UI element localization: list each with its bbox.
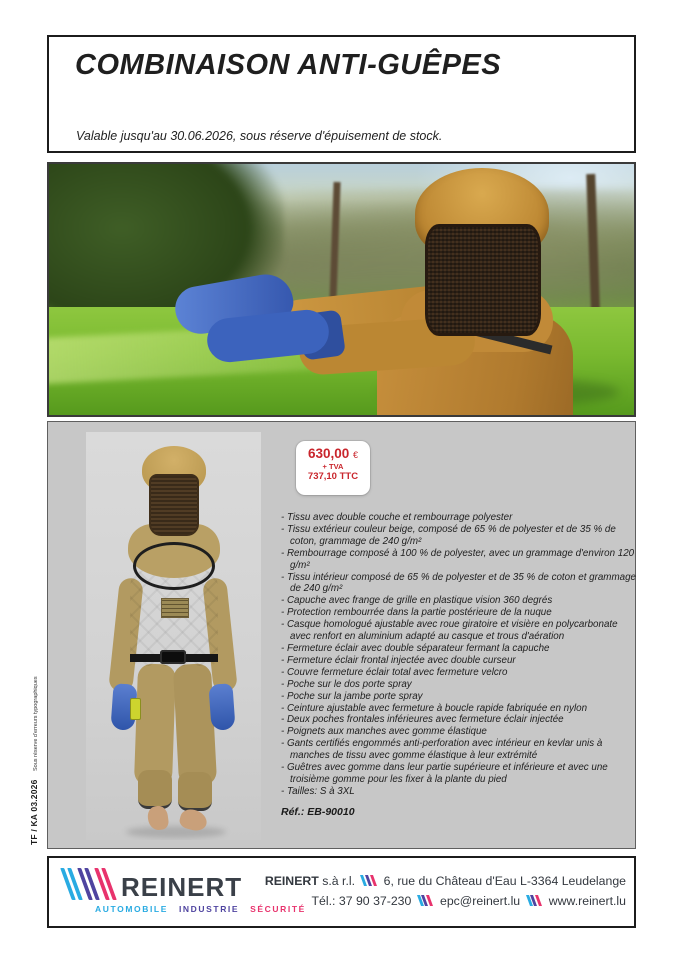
feature-item: - Gants certifiés engommés anti-perforation avec intérieur en kevlar unis à manches de tissu avec gomme élastique à leur extrémité — [281, 738, 637, 762]
contact-line-phone-web — [265, 891, 626, 911]
spray-can — [130, 698, 141, 720]
website-url: www.reinert.lu — [548, 894, 626, 908]
feature-item: - Casque homologué ajustable avec roue giratoire et visière en polycarbonate avec renfort en aluminium adapté au casque et trous d'aération — [281, 619, 637, 643]
contact-line-address — [265, 871, 626, 891]
feature-item: - Poche sur le dos porte spray — [281, 679, 637, 691]
feature-item: - Couvre fermeture éclair total avec fermeture velcro — [281, 667, 637, 679]
validity-note: Valable jusqu'au 30.06.2026, sous réserve d'épuisement de stock. — [76, 129, 443, 143]
edition-code: TF / KA 03.2026 — [29, 779, 39, 845]
price-value: 630,00 — [307, 446, 350, 461]
logo-stripes-icon — [66, 868, 114, 900]
price-amount — [296, 447, 370, 462]
reference-number: Réf.: EB-90010 — [281, 806, 355, 818]
suit-leg — [173, 663, 217, 787]
hero-photo — [47, 162, 636, 417]
stripes-separator-icon — [528, 895, 542, 906]
typo-disclaimer: Sous réserve d'erreurs typographiques — [33, 676, 39, 772]
phone-number: Tél.: 37 90 37-230 — [311, 894, 412, 908]
reinert-logo — [66, 868, 306, 918]
brand-tagline — [95, 904, 306, 914]
feature-item: - Deux poches frontales inférieures avec fermeture éclair injectée — [281, 714, 637, 726]
feature-item: - Poignets aux manches avec gomme élastique — [281, 726, 637, 738]
header-box — [47, 35, 636, 153]
feature-item: - Tissu intérieur composé de 65 % de polyester et de 35 % de coton et grammage de 240 g/m² — [281, 572, 637, 596]
product-photo — [86, 432, 261, 840]
hood-cord — [133, 542, 215, 590]
feature-item: - Fermeture éclair avec double séparateur fermant la capuche — [281, 643, 637, 655]
email-address: epc@reinert.lu — [439, 894, 521, 908]
stripes-separator-icon — [362, 875, 376, 886]
footer-box — [47, 856, 636, 928]
company-name: REINERT — [264, 874, 319, 888]
blue-glove — [208, 683, 235, 731]
feature-item: - Poche sur la jambe porte spray — [281, 691, 637, 703]
feature-item: - Fermeture éclair frontal injectée avec double curseur — [281, 655, 637, 667]
feature-item: - Tailles: S à 3XL — [281, 786, 637, 798]
price-box — [296, 441, 370, 495]
feature-item: - Guêtres avec gomme dans leur partie supérieure et inférieure et avec une troisième gomme pour les fixer à la plante du pied — [281, 762, 637, 786]
product-section — [47, 421, 636, 849]
feature-item: - Capuche avec frange de grille en plastique vision 360 degrés — [281, 595, 637, 607]
chest-label — [161, 598, 189, 618]
feature-item: - Protection rembourrée dans la partie postérieure de la nuque — [281, 607, 637, 619]
side-note — [24, 676, 42, 845]
feature-item: - Tissu extérieur couleur beige, composé de 65 % de polyester et de 35 % de coton, grammage de 240 g/m² — [281, 524, 637, 548]
company-address: 6, rue du Château d'Eau L-3364 Leudelange — [383, 874, 626, 888]
stripes-separator-icon — [419, 895, 433, 906]
tagline-securite: SÉCURITÉ — [250, 904, 306, 914]
feature-item: - Ceinture ajustable avec fermeture à boucle rapide fabriquée en nylon — [281, 703, 637, 715]
tagline-industrie: INDUSTRIE — [178, 904, 240, 914]
tagline-automobile: AUTOMOBILE — [95, 904, 168, 914]
feature-item: - Tissu avec double couche et rembourrage polyester — [281, 512, 637, 524]
features-list — [281, 512, 637, 798]
currency-symbol: € — [353, 450, 359, 460]
suit-gaiter — [178, 772, 212, 811]
suit-leg — [134, 663, 176, 786]
belt-buckle — [160, 650, 186, 664]
mesh-visor — [425, 224, 541, 336]
photo-shadow — [126, 826, 226, 838]
price-ttc: 737,10 TTC — [307, 471, 359, 482]
suit-gaiter — [138, 770, 172, 809]
price-tax-note: + TVA — [322, 462, 344, 471]
contact-block — [265, 871, 626, 911]
feature-item: - Rembourrage composé à 100 % de polyester, avec un grammage d'environ 120 g/m² — [281, 548, 637, 572]
mesh-visor — [149, 474, 199, 536]
brand-wordmark: REINERT — [121, 872, 243, 902]
company-suffix: s.à r.l. — [322, 874, 356, 888]
page-title: COMBINAISON ANTI-GUÊPES — [75, 49, 502, 81]
